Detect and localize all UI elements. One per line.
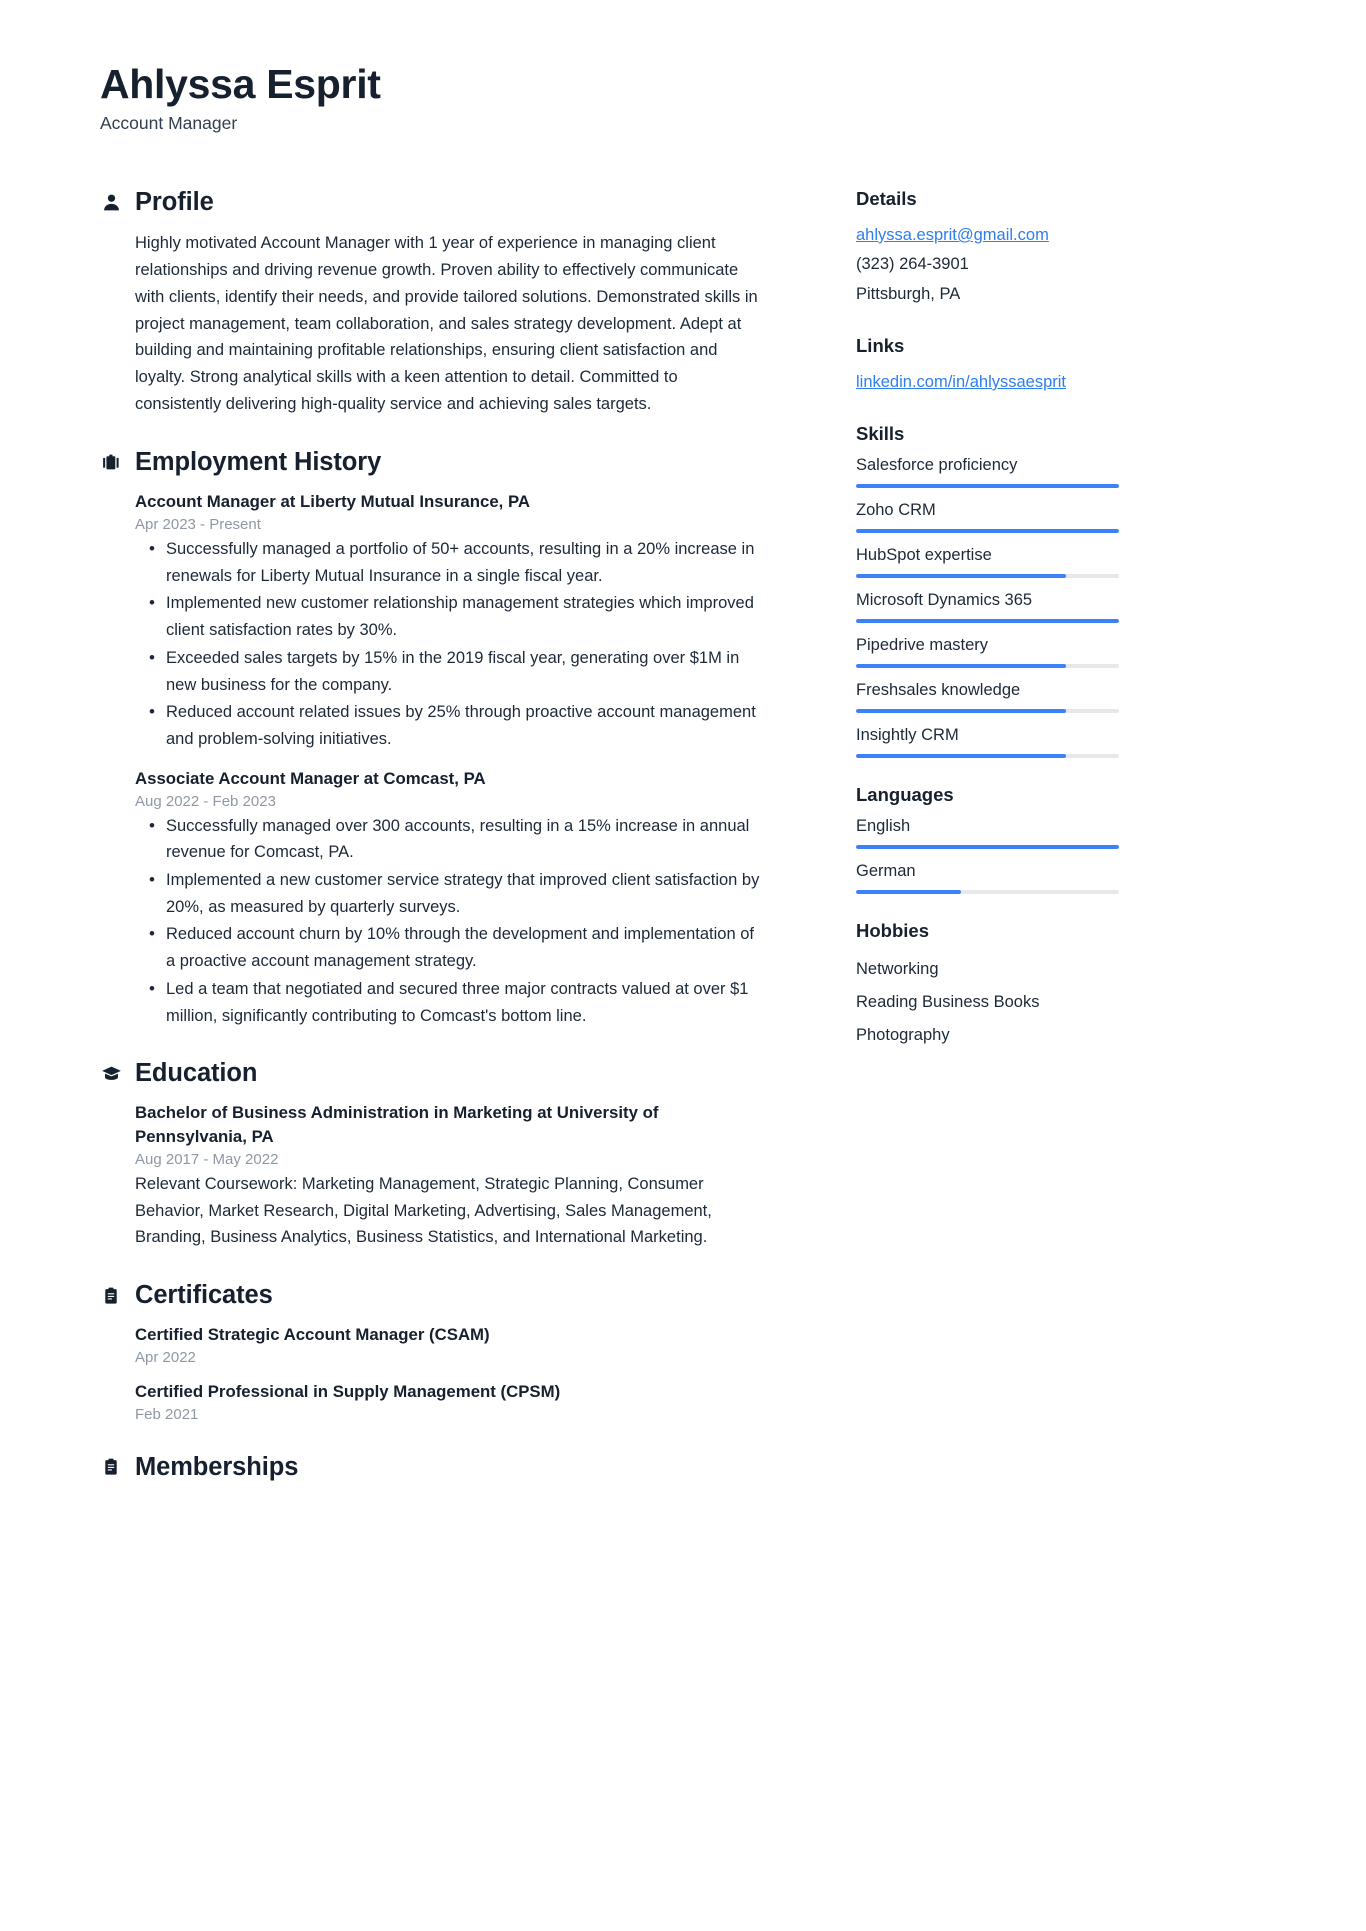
skill-label: Pipedrive mastery [856,636,989,655]
location-text: Pittsburgh, PA [856,284,961,303]
skill-bar-track [856,754,1119,758]
skill-bar-fill [856,709,1066,713]
graduation-cap-icon [100,1063,122,1085]
list-item: • Implemented a new customer service strategy that improved client satisfaction by 20%, as measured by quarterly surveys. [135,867,760,920]
section-memberships-header [100,1453,760,1482]
employment-entry-date: Aug 2022 - Feb 2023 [135,792,276,810]
certificate-entry [135,1380,760,1423]
main-column [100,188,760,1495]
resume-header [100,62,1294,134]
language-bar-fill [856,845,1119,849]
linkedin-link[interactable]: linkedin.com/in/ahlyssaesprit [856,372,1067,391]
sidebar-languages [856,784,1186,894]
section-education-title: Education [135,1059,258,1088]
sidebar-details [856,188,1186,309]
skill-bar-fill [856,529,1119,533]
employment-entry [135,490,760,753]
employment-entry-bullets [135,536,760,753]
section-profile-title: Profile [135,187,214,216]
list-item: • Led a team that negotiated and secured three major contracts valued at over $1 million, significantly contributing to Comcast's bottom line. [135,976,760,1029]
briefcase-icon [100,452,122,474]
section-memberships-title: Memberships [135,1452,299,1481]
list-item: • Exceeded sales targets by 15% in the 2019 fiscal year, generating over $1M in new business for the company. [135,645,760,698]
skill-bar-track [856,574,1119,578]
skill-bar-fill [856,619,1119,623]
sidebar-column [856,188,1186,1051]
skill-label: Zoho CRM [856,501,936,520]
language-bar-track [856,845,1119,849]
skill-item [856,726,1186,758]
employment-entry-bullets [135,813,760,1030]
skill-bar-track [856,664,1119,668]
section-profile-header [100,188,760,217]
skill-item [856,546,1186,578]
employment-entry-title: Associate Account Manager at Comcast, PA [135,768,486,788]
clipboard-icon [100,1456,122,1478]
user-icon [100,191,122,213]
skill-item [856,681,1186,713]
certificate-entry-date: Feb 2021 [135,1405,199,1423]
employment-entry-date: Apr 2023 - Present [135,515,261,533]
certificate-entry-title: Certified Strategic Account Manager (CSAM) [135,1325,490,1345]
skill-bar-track [856,529,1119,533]
employment-entry [135,767,760,1030]
candidate-name: Ahlyssa Esprit [100,61,381,107]
section-education-body [100,1101,760,1251]
section-employment-body [100,490,760,1029]
education-entry-title: Bachelor of Business Administration in Marketing at University of Pennsylvania, PA [135,1103,659,1147]
education-entry [135,1101,760,1251]
skill-bar-track [856,619,1119,623]
skill-label: Freshsales knowledge [856,681,1021,700]
hobby-item: Photography [856,1025,950,1044]
employment-entry-title: Account Manager at Liberty Mutual Insurance, PA [135,492,531,512]
sidebar-links-title: Links [856,334,905,356]
section-employment-title: Employment History [135,448,382,477]
email-link[interactable]: ahlyssa.esprit@gmail.com [856,225,1049,244]
skill-bar-fill [856,484,1119,488]
skill-item [856,636,1186,668]
language-item [856,817,1186,849]
candidate-job-title: Account Manager [100,112,238,133]
sidebar-links [856,335,1186,397]
list-item: • Reduced account churn by 10% through the development and implementation of a proactive account management strategy. [135,921,760,974]
clipboard-icon [100,1285,122,1307]
section-certificates [100,1281,760,1423]
list-item: • Reduced account related issues by 25% through proactive account management and problem-solving initiatives. [135,699,760,752]
sidebar-languages-title: Languages [856,784,954,806]
skill-bar-fill [856,754,1066,758]
language-bar-fill [856,890,961,894]
skill-item [856,501,1186,533]
section-employment-header [100,448,760,477]
skill-bar-fill [856,664,1066,668]
skill-label: Microsoft Dynamics 365 [856,591,1033,610]
certificate-entry-date: Apr 2022 [135,1349,196,1367]
skill-item [856,591,1186,623]
sidebar-hobbies [856,920,1186,1051]
section-certificates-header [100,1281,760,1310]
skill-label: Salesforce proficiency [856,456,1018,475]
skill-bar-track [856,484,1119,488]
certificate-entry-title: Certified Professional in Supply Management (CPSM) [135,1382,561,1402]
section-employment [100,448,760,1029]
sidebar-details-title: Details [856,187,917,209]
education-entry-description: Relevant Coursework: Marketing Management, Strategic Planning, Consumer Behavior, Market Research, Digital Marketing, Advertising, Sales Management, Branding, Business Analytics, Business Statistics, and International Marketing. [135,1175,712,1247]
skill-label: HubSpot expertise [856,546,992,565]
section-education-header [100,1059,760,1088]
phone-number: (323) 264-3901 [856,255,969,274]
list-item: • Successfully managed a portfolio of 50+ accounts, resulting in a 20% increase in renewals for Liberty Mutual Insurance in a single fiscal year. [135,536,760,589]
language-label: German [856,862,916,881]
section-certificates-title: Certificates [135,1281,273,1310]
sidebar-skills [856,423,1186,758]
certificate-entry [135,1323,760,1366]
language-label: English [856,817,911,836]
list-item: • Implemented new customer relationship management strategies which improved client satisfaction rates by 30%. [135,590,760,643]
profile-text: Highly motivated Account Manager with 1 year of experience in managing client relationships and driving revenue growth. Proven ability to effectively communicate with clients, identify their needs, and provide tailored solutions. Demonstrated skills in project management, team collaboration, and sales strategy development. Adept at building and maintaining profitable relationships, ensuring client satisfaction and loyalty. Strong analytical skills with a keen attention to detail. Committed to consistently delivering high-quality service and achieving sales targets. [135,233,758,414]
list-item: • Successfully managed over 300 accounts, resulting in a 15% increase in annual revenue for Comcast, PA. [135,813,760,866]
skill-bar-fill [856,574,1066,578]
skill-bar-track [856,709,1119,713]
skill-item [856,456,1186,488]
sidebar-skills-title: Skills [856,423,905,445]
resume-columns [100,188,1294,1495]
section-profile [100,188,760,418]
section-profile-body [100,230,760,418]
section-education [100,1059,760,1251]
skill-label: Insightly CRM [856,726,959,745]
language-item [856,862,1186,894]
sidebar-hobbies-title: Hobbies [856,920,929,942]
section-certificates-body [100,1323,760,1423]
hobby-item: Reading Business Books [856,993,1040,1011]
section-memberships [100,1453,760,1482]
language-bar-track [856,890,1119,894]
education-entry-date: Aug 2017 - May 2022 [135,1151,279,1169]
hobby-item: Networking [856,960,939,979]
